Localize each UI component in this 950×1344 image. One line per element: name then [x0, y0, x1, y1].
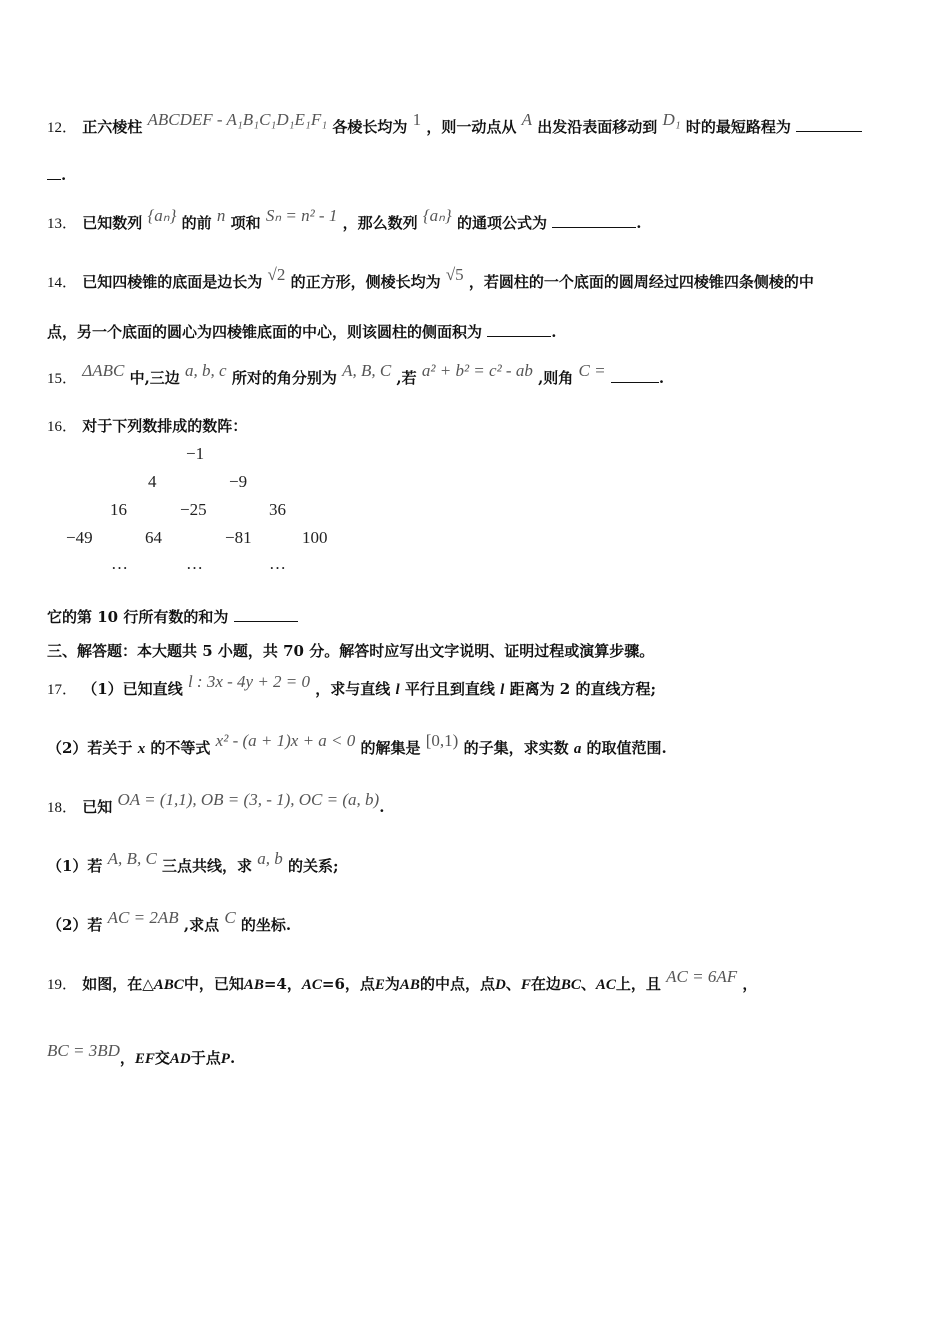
question-text: （2）若: [47, 916, 103, 934]
math-expression: n: [216, 206, 226, 225]
array-cell: 16: [110, 500, 127, 519]
question-18-part-2: [47, 908, 902, 935]
question-text: 的解集是: [360, 739, 421, 757]
question-number: 12．: [47, 120, 78, 136]
question-text: 的正方形，侧棱长均为: [290, 273, 441, 291]
question-16-ask: [47, 606, 902, 627]
math-expression: D₁: [662, 110, 681, 129]
question-text: 、: [580, 975, 596, 993]
question-text: 项和: [230, 214, 261, 232]
question-text: 的通项公式为: [456, 214, 547, 232]
question-17-part-2: [47, 731, 902, 758]
question-text: ,求点: [183, 916, 220, 934]
question-text: ，: [119, 1049, 135, 1067]
array-cell: −25: [180, 500, 207, 519]
math-variable: ABC: [153, 977, 184, 993]
math-expression: A, B, C: [342, 361, 392, 380]
question-text: 已知: [82, 798, 113, 816]
question-text: 如图，在△: [82, 975, 154, 993]
question-text: =4，: [263, 975, 302, 993]
question-text: 平行且到直线: [404, 680, 495, 698]
question-text: 的取值范围.: [586, 739, 667, 757]
math-expression: OA = (1,1), OB = (3, - 1), OC = (a, b): [117, 790, 380, 809]
math-expression: [0,1): [425, 731, 459, 750]
math-expression: A: [521, 110, 532, 129]
question-text: 中，已知: [183, 975, 244, 993]
question-text: =6，点: [321, 975, 375, 993]
question-text: 正六棱柱: [82, 118, 143, 136]
array-cell: …: [111, 554, 128, 573]
math-variable: F: [520, 977, 531, 993]
question-number: 17．: [47, 682, 78, 698]
array-cell: −1: [186, 444, 205, 463]
question-text: .: [551, 323, 557, 341]
array-cell: −81: [225, 528, 252, 547]
answer-blank[interactable]: [552, 215, 636, 228]
question-text: ，: [742, 975, 758, 993]
math-variable: AC: [595, 977, 616, 993]
question-text: .: [658, 369, 665, 387]
math-expression: ΔABC: [82, 361, 125, 380]
question-number: 19．: [47, 977, 78, 993]
question-18: [47, 790, 902, 817]
math-expression: C =: [578, 361, 606, 380]
question-text: 交: [154, 1049, 170, 1067]
question-12-continued: [47, 166, 902, 184]
math-expression: C: [224, 908, 236, 927]
math-variable: AB: [399, 977, 420, 993]
math-expression: ABCDEF - A₁B₁C₁D₁E₁F₁: [147, 110, 328, 129]
question-14-line-2: [47, 321, 902, 342]
math-variable: EF: [134, 1051, 155, 1067]
question-text: ，若圆柱的一个底面的圆周经过四棱锥四条侧棱的中: [468, 273, 814, 291]
question-number: 14．: [47, 275, 78, 291]
question-text: 距离为 2 的直线方程;: [509, 680, 656, 698]
question-text: 各棱长均为: [332, 118, 408, 136]
array-cell: …: [269, 554, 286, 573]
question-text: （1）已知直线: [82, 680, 183, 698]
question-text: 中,三边: [129, 369, 180, 387]
question-text: .: [636, 214, 642, 232]
array-cell: −9: [229, 472, 248, 491]
math-expression: {aₙ}: [147, 206, 177, 225]
question-19: [47, 967, 902, 994]
math-variable: BC: [560, 977, 581, 993]
question-text: 三点共线，求: [162, 857, 253, 875]
array-cell: −49: [66, 528, 93, 547]
question-text: .: [379, 798, 385, 816]
question-16: [47, 415, 902, 436]
answer-blank[interactable]: [234, 609, 298, 622]
array-cell: 4: [148, 472, 157, 491]
question-text: 对于下列数排成的数阵：: [82, 417, 248, 435]
math-variable: AC: [301, 977, 322, 993]
question-text: ,则角: [538, 369, 574, 387]
math-variable: D: [494, 977, 506, 993]
math-expression: a, b, c: [185, 361, 227, 380]
question-text: 为: [384, 975, 400, 993]
math-variable: AD: [169, 1051, 191, 1067]
question-19-line-2: [47, 1041, 902, 1068]
math-variable: a: [573, 741, 582, 757]
question-18-part-1: [47, 849, 902, 876]
question-text: 上，且: [615, 975, 661, 993]
math-variable: l: [395, 682, 400, 698]
answer-blank[interactable]: [47, 167, 61, 180]
question-text: 点，另一个底面的圆心为四棱锥底面的中心，则该圆柱的侧面积为: [47, 323, 483, 341]
math-expression: AC = 2AB: [107, 908, 179, 927]
section-heading: [47, 640, 902, 661]
answer-blank[interactable]: [611, 370, 659, 383]
math-variable: P: [220, 1051, 230, 1067]
question-text: 、: [505, 975, 521, 993]
question-text: 的坐标.: [240, 916, 292, 934]
question-text: 的子集，求实数: [463, 739, 569, 757]
question-text: 所对的角分别为: [231, 369, 337, 387]
question-text: 时的最短路程为: [685, 118, 791, 136]
question-14: [47, 265, 902, 292]
question-text: 于点: [190, 1049, 221, 1067]
question-text: 的中点，点: [419, 975, 495, 993]
question-number: 13．: [47, 216, 78, 232]
math-variable: l: [500, 682, 505, 698]
section-title: 三、解答题：本大题共 5 小题，共 70 分。解答时应写出文字说明、证明过程或演算步骤。: [47, 642, 655, 660]
math-expression: a² + b² = c² - ab: [421, 361, 533, 380]
question-text: ，那么数列: [342, 214, 418, 232]
answer-blank[interactable]: [487, 324, 551, 337]
question-text: ，则一动点从: [426, 118, 517, 136]
question-text: 它的第 10 行所有数的和为: [47, 608, 229, 626]
question-text: 的不等式: [150, 739, 211, 757]
question-12: [47, 110, 902, 137]
math-expression: A, B, C: [107, 849, 157, 868]
question-number: 16．: [47, 419, 78, 435]
math-expression: a, b: [257, 849, 283, 868]
answer-blank[interactable]: [796, 119, 862, 132]
question-13: [47, 206, 902, 233]
math-expression: Sₙ = n² - 1: [265, 206, 338, 225]
question-text: ，求与直线: [315, 680, 391, 698]
math-expression: x² - (a + 1)x + a < 0: [215, 731, 356, 750]
question-text: （2）若关于: [47, 739, 133, 757]
question-text: 的前: [181, 214, 212, 232]
question-text: .: [229, 1049, 236, 1067]
array-cell: 64: [145, 528, 162, 547]
math-expression: 1: [412, 110, 422, 129]
math-variable: x: [137, 741, 146, 757]
question-text: 已知四棱锥的底面是边长为: [82, 273, 263, 291]
question-text: 已知数列: [82, 214, 143, 232]
question-text: .: [61, 166, 67, 184]
array-cell: 100: [302, 528, 328, 547]
math-expression: {aₙ}: [422, 206, 452, 225]
math-variable: AB: [243, 977, 264, 993]
question-number: 18．: [47, 800, 78, 816]
question-text: ,若: [396, 369, 417, 387]
math-expression: √5: [445, 265, 464, 284]
array-cell: 36: [269, 500, 286, 519]
math-expression: AC = 6AF: [666, 967, 738, 986]
question-text: 的关系;: [288, 857, 339, 875]
math-expression: l : 3x - 4y + 2 = 0: [187, 672, 311, 691]
question-text: 在边: [530, 975, 561, 993]
question-17-part-1: [47, 672, 902, 699]
array-cell: …: [186, 554, 203, 573]
question-number: 15．: [47, 371, 78, 387]
math-expression: √2: [267, 265, 286, 284]
question-15: [47, 361, 902, 388]
math-variable: E: [374, 977, 385, 993]
math-expression: BC = 3BD: [47, 1041, 120, 1060]
question-text: （1）若: [47, 857, 103, 875]
question-text: 出发沿表面移动到: [537, 118, 658, 136]
